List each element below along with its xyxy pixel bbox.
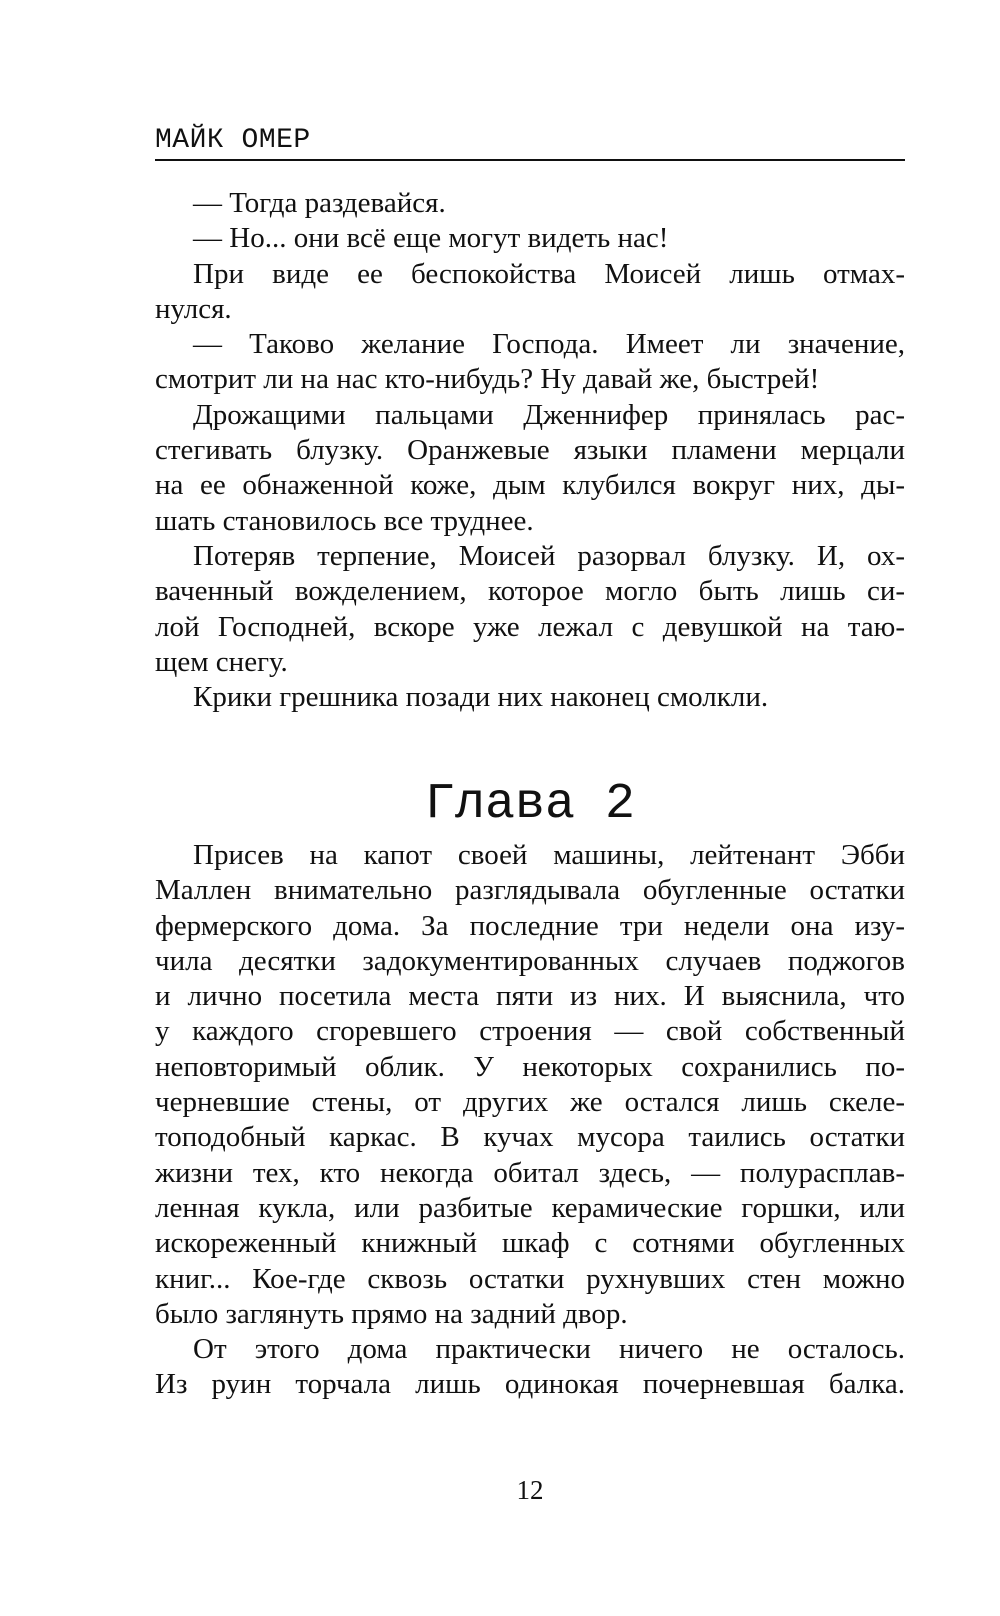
text-line: ленная кукла, или разбитые керамические горшки, или: [155, 1191, 905, 1224]
text-line: щем снегу.: [155, 645, 288, 678]
text-line: — Тогда раздевайся.: [193, 187, 446, 219]
text-section-1: [155, 186, 905, 715]
text-line: на ее обнаженной коже, дым клубился вокруг них, ды-: [155, 469, 905, 502]
text-line: Крики грешника позади них наконец смолкли.: [193, 681, 769, 714]
text-line: — Но... они всё еще могут видеть нас!: [193, 222, 669, 255]
text-line: Дрожащими пальцами Дженнифер принялась рас-: [193, 398, 905, 431]
text-line: неповторимый облик. У некоторых сохранились по-: [155, 1050, 905, 1083]
text-line: При виде ее беспокойства Моисей лишь отмах-: [193, 257, 905, 290]
text-line: топодобный каркас. В кучах мусора таились остатки: [155, 1121, 905, 1154]
text-line: Потеряв терпение, Моисей разорвал блузку. И, ох-: [193, 539, 905, 572]
text-line: — Таково желание Господа. Имеет ли значение,: [193, 328, 905, 361]
chapter-title: Глава 2: [424, 776, 636, 833]
text-line: и лично посетила места пяти из них. И выяснила, что: [155, 980, 905, 1013]
page-number: 12: [516, 1475, 544, 1505]
running-head: МАЙК ОМЕР: [155, 125, 311, 156]
text-line: смотрит ли на нас кто-нибудь? Ну давай же, быстрей!: [155, 363, 820, 396]
text-line: черневшие стены, от других же остался лишь скеле-: [155, 1086, 905, 1119]
text-line: чила десятки задокументированных случаев поджогов: [155, 944, 905, 977]
text-line: искореженный книжный шкаф с сотнями обугленных: [155, 1227, 905, 1260]
text-line: Маллен внимательно разглядывала обугленные остатки: [155, 874, 905, 907]
text-line: Присев на капот своей машины, лейтенант Эбби: [193, 839, 905, 871]
header-rule: [155, 159, 905, 161]
text-line: книг... Кое-где сквозь остатки рухнувших стен можно: [155, 1262, 905, 1295]
text-line: лой Господней, вскоре уже лежал с девушкой на таю-: [155, 610, 905, 643]
text-line: было заглянуть прямо на задний двор.: [155, 1297, 628, 1330]
text-section-2: [155, 838, 905, 1403]
text-line: ваченный вожделением, которое могло быть лишь си-: [155, 575, 905, 608]
text-line: шать становилось все труднее.: [155, 504, 534, 537]
text-line: стегивать блузку. Оранжевые языки пламени мерцали: [155, 434, 905, 467]
text-line: фермерского дома. За последние три недели она изу-: [155, 909, 905, 942]
text-line: жизни тех, кто некогда обитал здесь, — полурасплав-: [155, 1156, 905, 1189]
text-line: у каждого сгоревшего строения — свой собственный: [155, 1015, 905, 1048]
text-line: От этого дома практически ничего не осталось.: [193, 1333, 905, 1366]
text-line: Из руин торчала лишь одинокая почерневшая балка.: [155, 1368, 905, 1401]
text-line: нулся.: [155, 292, 232, 325]
